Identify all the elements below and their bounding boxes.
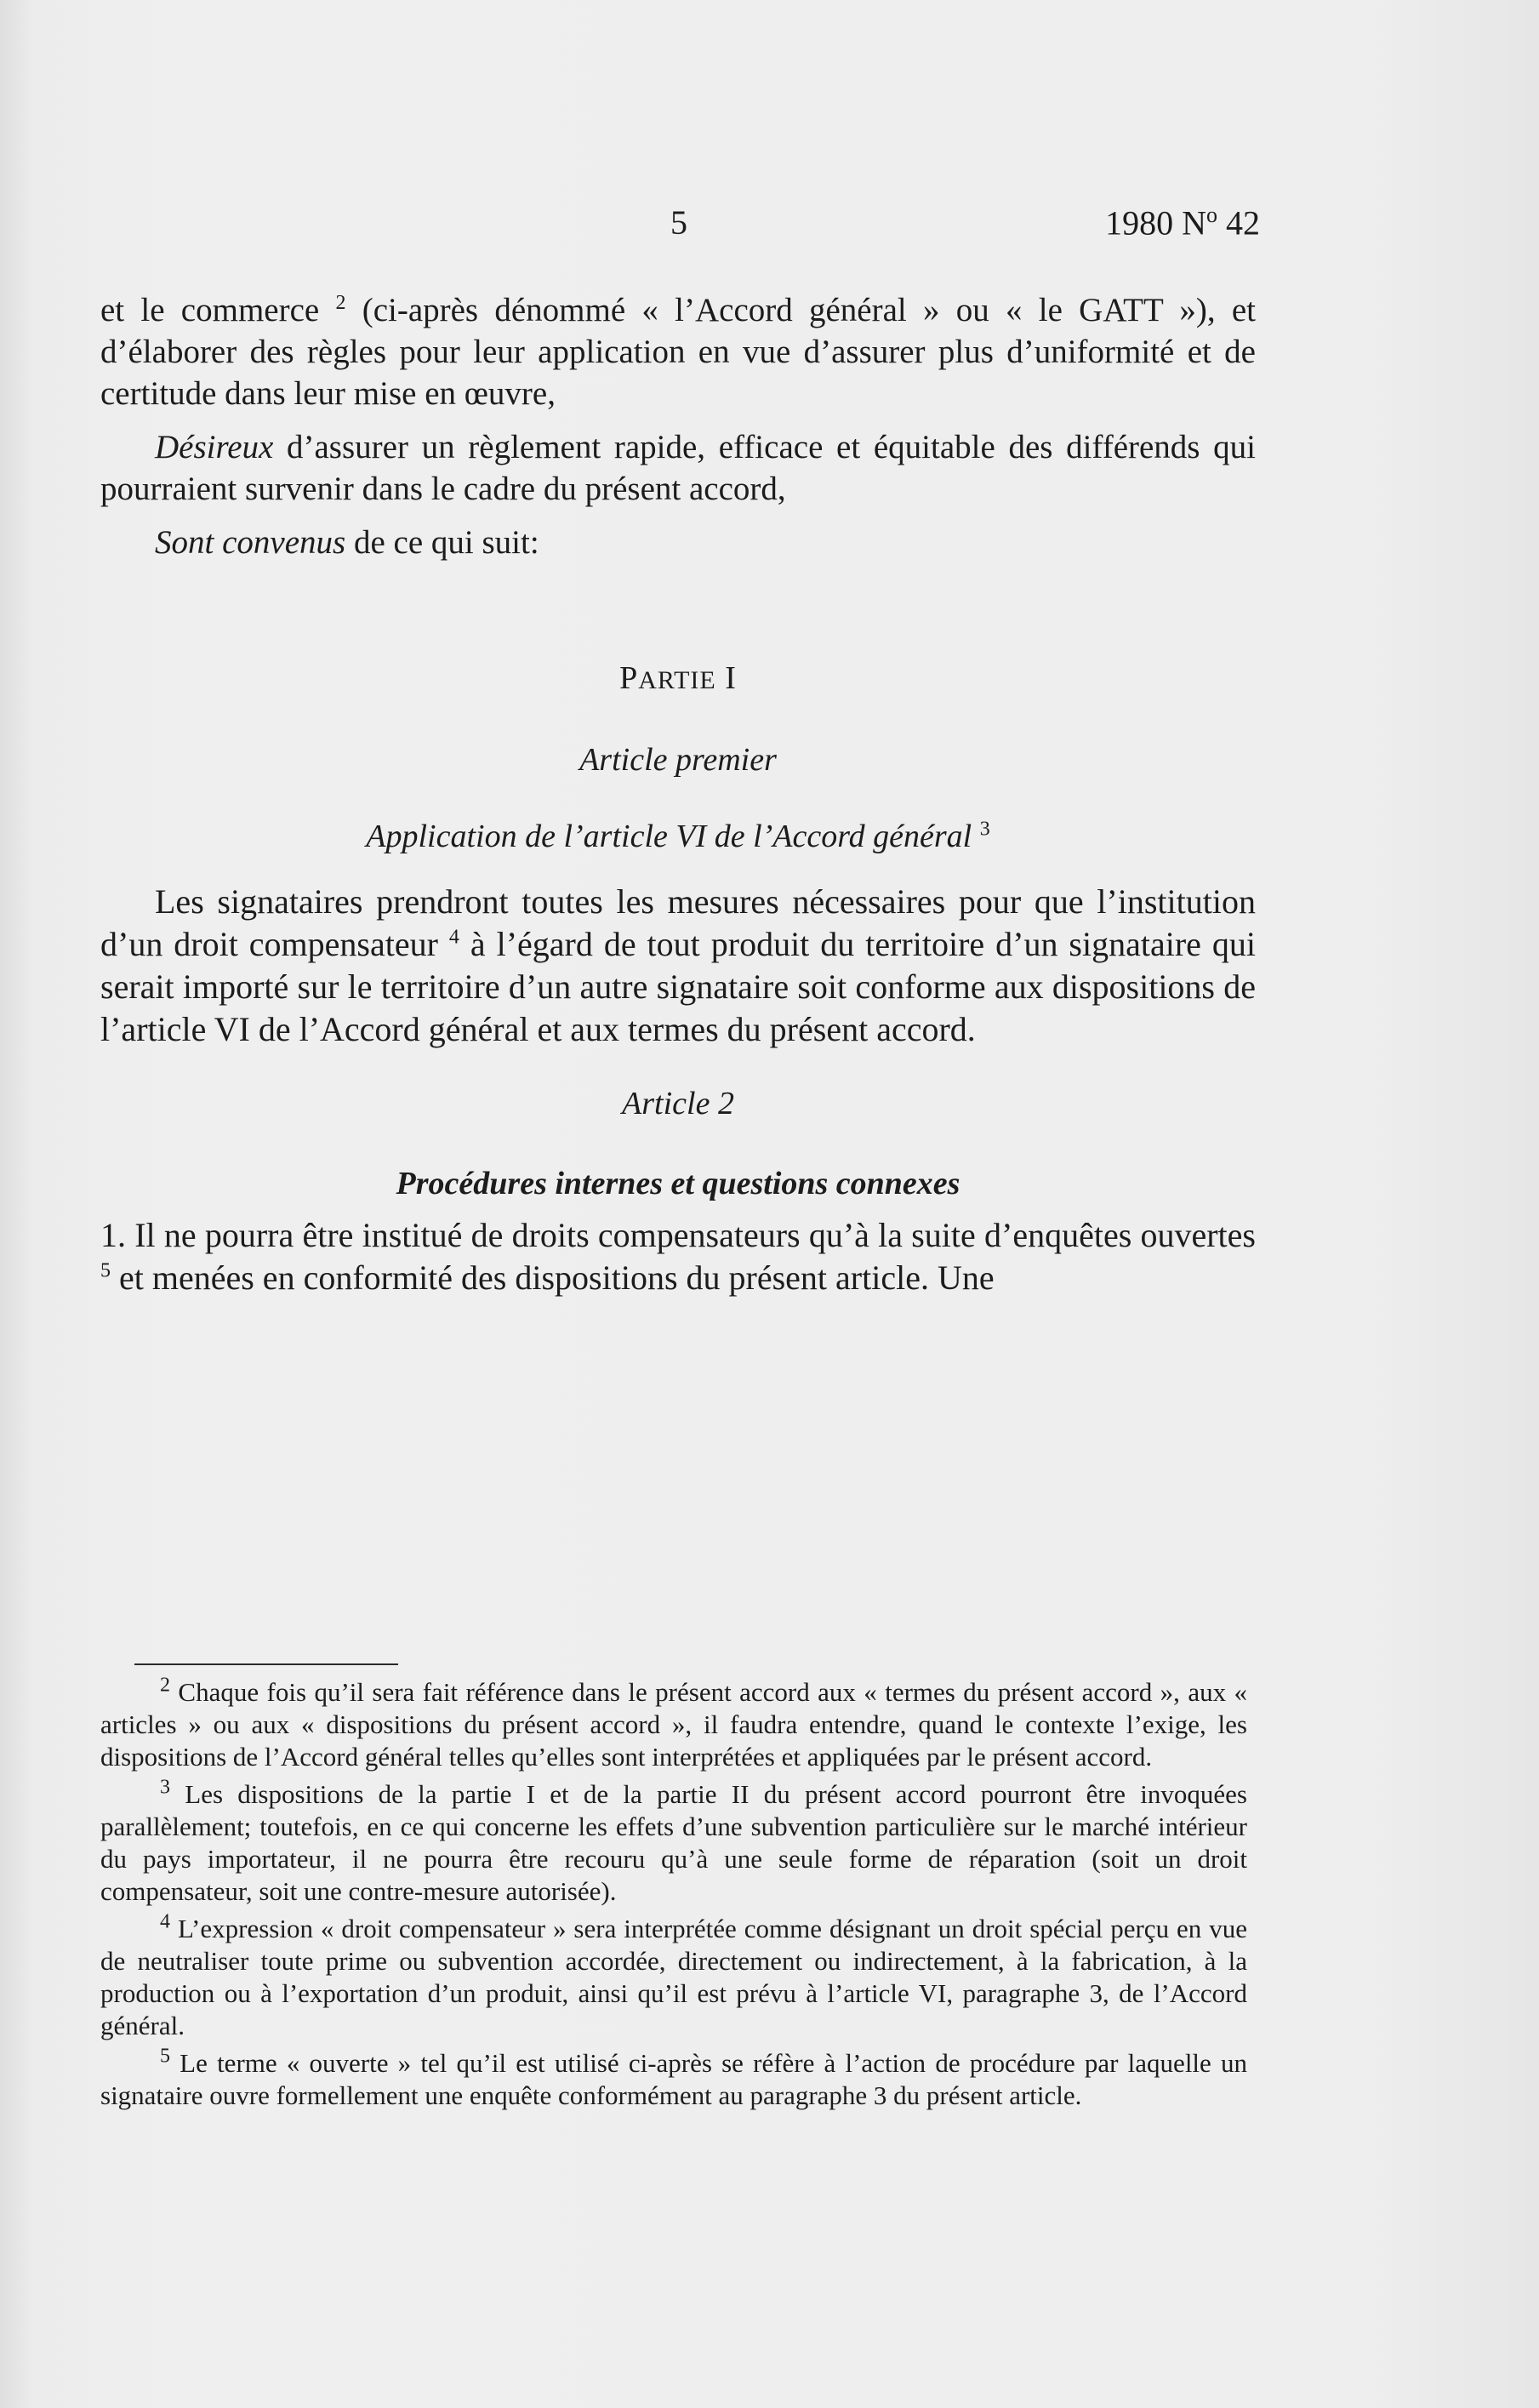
footnote-ref-3: 3 (979, 818, 990, 841)
article-2-title: Article 2 (622, 1086, 734, 1121)
number-value: 42 (1226, 203, 1260, 243)
paragraph-continuation: et le commerce $^2$ (ci-après dénommé « l’Accord général » ou « le GATT »), et d’élaborer des règles pour leur application en vue d’assurer plus d’uniformité et de certitude dans leur mise en œuvre, (100, 292, 1256, 412)
paragraph-desireux: Désireux d’assurer un règlement rapide, efficace et équitable des différends qui pourraient survenir dans le cadre du présent accord, (100, 429, 1256, 507)
main-text (100, 289, 1256, 1299)
number-label: N (1182, 203, 1206, 243)
paragraph-sont-convenus: Sont convenus de ce qui suit: (155, 524, 539, 561)
page-header (0, 203, 1539, 254)
footnote-3: $^3$ Les dispositions de la partie I et de la partie II du présent accord pourront être invoquées parallèlement; toutefois, en ce qui concerne les effets d’une subvention particulière sur le marché intérieur du pays importateur, il ne pourra être recouru qu’à une seule forme de réparation (soit un droit compensateur, soit une contre-mesure autorisée). (100, 1776, 1247, 1906)
footnotes (100, 1676, 1247, 2117)
footnote-separator (134, 1663, 398, 1665)
article-2-subtitle: Procédures internes et questions connexes (396, 1166, 960, 1201)
footnote-ref-2: 2 (335, 292, 346, 314)
page-number: 5 (670, 203, 687, 242)
footnote-ref-4: 4 (448, 926, 459, 949)
article-1-subtitle: Application de l’article VI de l’Accord général $^3$ (366, 818, 990, 854)
article-1-text: Les signataires prendront toutes les mesures nécessaires pour que l’institution d’un droit compensateur $^4$ à l’égard de tout produit du territoire d’un signataire qui serait importé sur le territoire d’un autre signataire soit conforme aux dispositions de l’article VI de l’Accord général et aux termes du présent accord. (100, 882, 1256, 1048)
document-reference (1105, 203, 1260, 243)
number-label-sup: o (1206, 203, 1217, 227)
year: 1980 (1105, 203, 1174, 243)
footnote-4: $^4$ L’expression « droit compensateur » sera interprétée comme désignant un droit spécial perçu en vue de neutraliser toute prime ou subvention accordée, directement ou indirectement, à la fabrication, à la production ou à l’exportation d’un produit, ainsi qu’il est prévu à l’article VI, paragraphe 3, de l’Accord général. (100, 1910, 1247, 2040)
footnote-2: $^2$ Chaque fois qu’il sera fait référence dans le présent accord aux « termes du présent accord », aux « articles » ou aux « dispositions du présent accord », il faudra entendre, quand le contexte l’exige, les dispositions de l’Accord général telles qu’elles sont interprétées et appliquées par le présent accord. (100, 1674, 1247, 1772)
article-2-paragraph-1: 1. Il ne pourra être institué de droits compensateurs qu’à la suite d’enquêtes ouvertes $^5$ et menées en conformité des dispositions du présent article. Une (100, 1216, 1256, 1297)
footnote-5: $^5$ Le terme « ouverte » tel qu’il est utilisé ci-après se réfère à l’action de procédure par laquelle un signataire ouvre formellement une enquête conformément au paragraphe 3 du présent article. (100, 2045, 1247, 2110)
footnote-ref-5: 5 (100, 1259, 111, 1282)
article-1-title: Article premier (579, 742, 777, 778)
part-heading: PARTIE I (619, 660, 737, 696)
